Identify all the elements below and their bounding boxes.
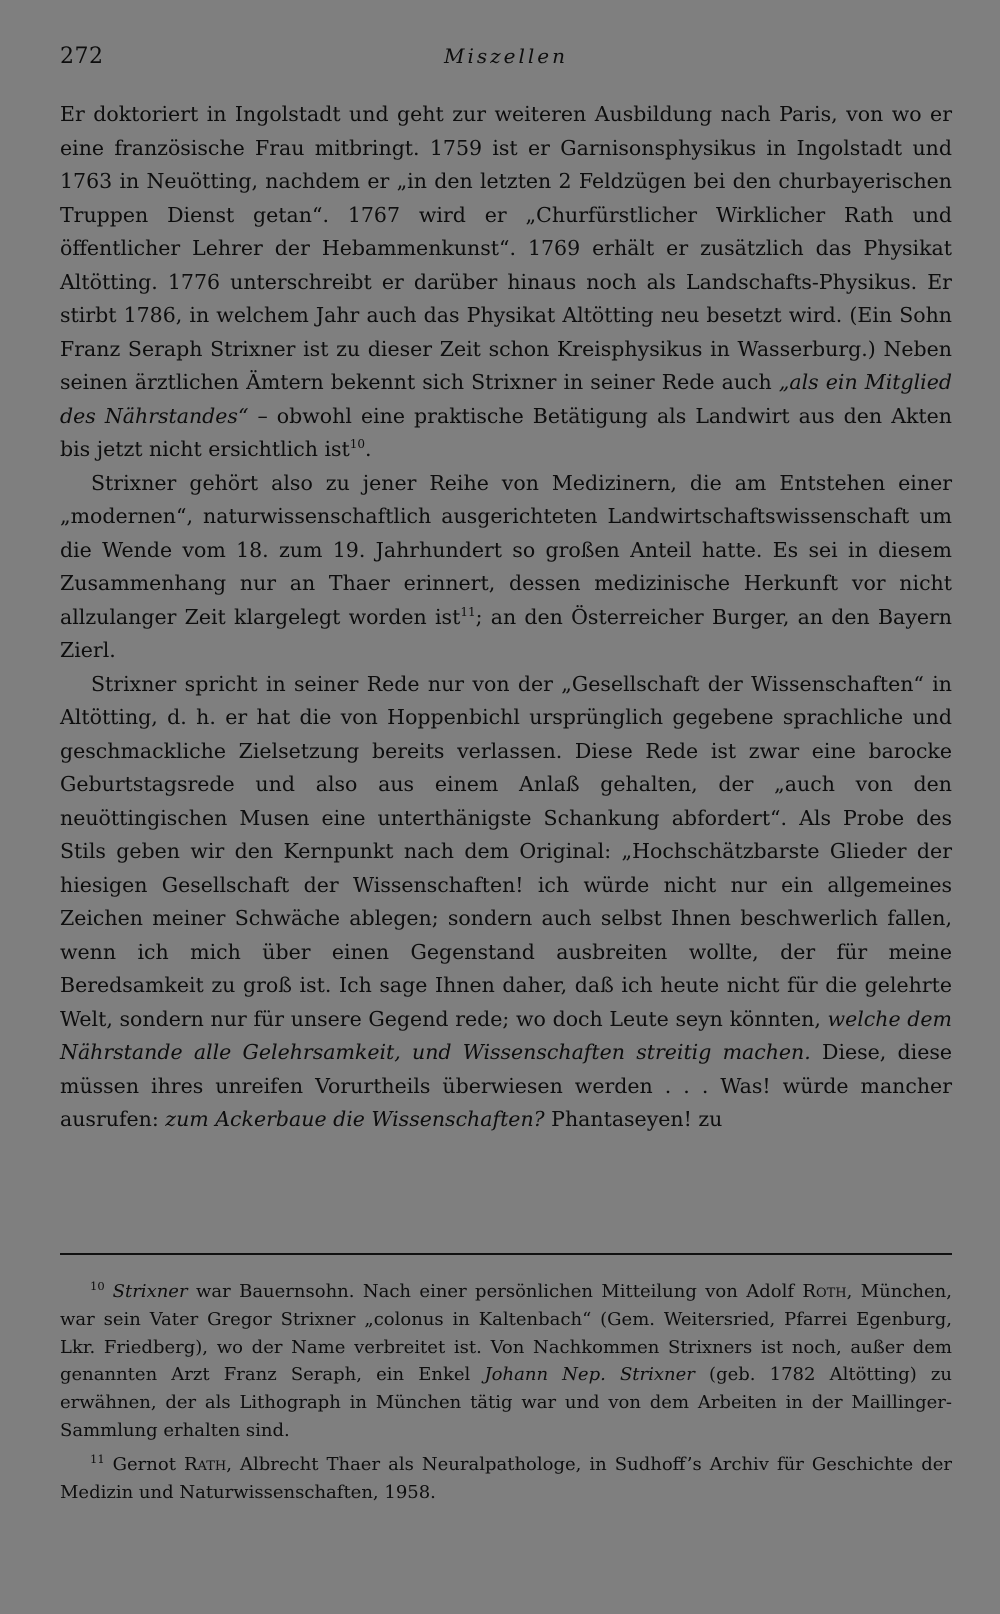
text-run: (geb. 1782 Altötting) zu erwähnen, der als Lithograph in München tätig war und von dem Arbeiten in der Maillinger-Sammlung erhalten sind. [60,1364,952,1441]
text-run: Johann Nep. Strixner [484,1364,695,1386]
page-header [60,44,952,84]
footnote-reference: 11 [460,604,476,619]
text-run: – obwohl eine praktische Betätigung als Landwirt aus den Akten bis jetzt nicht ersichtlich ist [60,403,952,461]
text-run: „als ein Mitglied des Nährstandes“ [60,370,952,428]
text-run: , Albrecht Thaer als Neuralpathologe, in Sudhoff’s Archiv für Geschichte der Medizin und Naturwissenschaften, 1958. [60,1453,952,1503]
text-run: Diese, diese müssen ihres unreifen Vorurtheils überwiesen werden . . . Was! würde mancher ausrufen: [60,1040,952,1131]
text-run: ; an den Österreicher Burger, an den Bayern Zierl. [60,604,952,662]
text-run: Strixner spricht in seiner Rede nur von der „Gesellschaft der Wissenschaften“ in Altötting, d. h. er hat die von Hoppenbichl ursprünglich gegebene sprachliche und geschmackliche Zielsetzung bereits verlassen. Diese Rede ist zwar eine barocke Geburtstagsrede und also aus einem Anlaß gehalten, der „auch von den neuöttingischen Musen eine unterthänigste Schankung abfordert“. Als Probe des Stils geben wir den Kernpunkt nach dem Original: „Hochschätzbarste Glieder der hiesigen Gesellschaft der Wissenschaften! ich würde nicht nur ein allgemeines Zeichen meiner Schwäche ablegen; sondern auch selbst Ihnen beschwerlich fallen, wenn ich mich über einen Gegenstand ausbreiten wollte, der für meine Beredsamkeit zu groß ist. Ich sage Ihnen daher, daß ich heute nicht für die gelehrte Welt, sondern nur für unsere Gegend rede; wo doch Leute seyn könnten, [60,671,952,1031]
main-text [60,98,952,1137]
text-run: Er doktoriert in Ingolstadt und geht zur weiteren Ausbildung nach Paris, von wo er eine französische Frau mitbringt. 1759 ist er Garnisonsphysikus in Ingolstadt und 1763 in Neuötting, nachdem er „in den letzten 2 Feldzügen bei den churbayerischen Truppen Dienst getan“. 1767 wird er „Churfürstlicher Wirklicher Rath und öffentlicher Lehrer der Hebammenkunst“. 1769 erhält er zusätzlich das Physikat Altötting. 1776 unterschreibt er darüber hinaus noch als Landschafts-Physikus. Er stirbt 1786, in welchem Jahr auch das Physikat Altötting neu besetzt wird. (Ein Sohn Franz Seraph Strixner ist zu dieser Zeit schon Kreisphysikus in Wasserburg.) Neben seinen ärztlichen Ämtern bekennt sich Strixner in seiner Rede auch [60,102,952,394]
footnote-divider [60,1253,952,1255]
text-run: , München, war sein Vater Gregor Strixner „colonus in Kaltenbach“ (Gem. Weitersried, Pfarrei Egenburg, Lkr. Friedberg), wo der Name verbreitet ist. Von Nachkommen Strixners ist noch, außer dem genannten Arzt Franz Seraph, ein Enkel [60,1281,952,1386]
text-run: Rath [183,1453,227,1475]
text-run: welche dem Nährstande alle Gelehrsamkeit, und Wissenschaften streitig machen. [60,1006,952,1064]
footnotes [60,1278,952,1506]
text-run: zum Ackerbaue die Wissenschaften? [165,1107,545,1131]
text-run: . [365,437,372,461]
page-number: 272 [60,44,104,69]
paragraph-3 [60,668,952,1137]
text-run: Strixner gehört also zu jener Reihe von Medizinern, die am Entstehen einer „modernen“, naturwissenschaftlich ausgerichteten Landwirtschaftswissenschaft um die Wende vom 18. zum 19. Jahrhundert so großen Anteil hatte. Es sei in diesem Zusammenhang nur an Thaer erinnert, dessen medizinische Herkunft vor nicht allzulanger Zeit klargelegt worden ist [60,470,952,629]
text-run: Roth [802,1281,847,1302]
running-title: Miszellen [443,44,569,68]
text-run: war Bauernsohn. Nach einer persönlichen Mitteilung von Adolf [187,1281,803,1302]
footnote-10 [60,1278,952,1445]
text-run: Phantaseyen! zu [544,1107,723,1131]
text-run: Gernot [112,1453,184,1475]
footnote-reference: 10 [349,437,366,452]
footnote-11 [60,1451,952,1507]
footnote-number: 11 [90,1451,105,1466]
text-run: Strixner [112,1281,188,1302]
paragraph-2 [60,467,952,668]
paragraph-1 [60,98,952,467]
footnote-number: 10 [90,1279,105,1293]
